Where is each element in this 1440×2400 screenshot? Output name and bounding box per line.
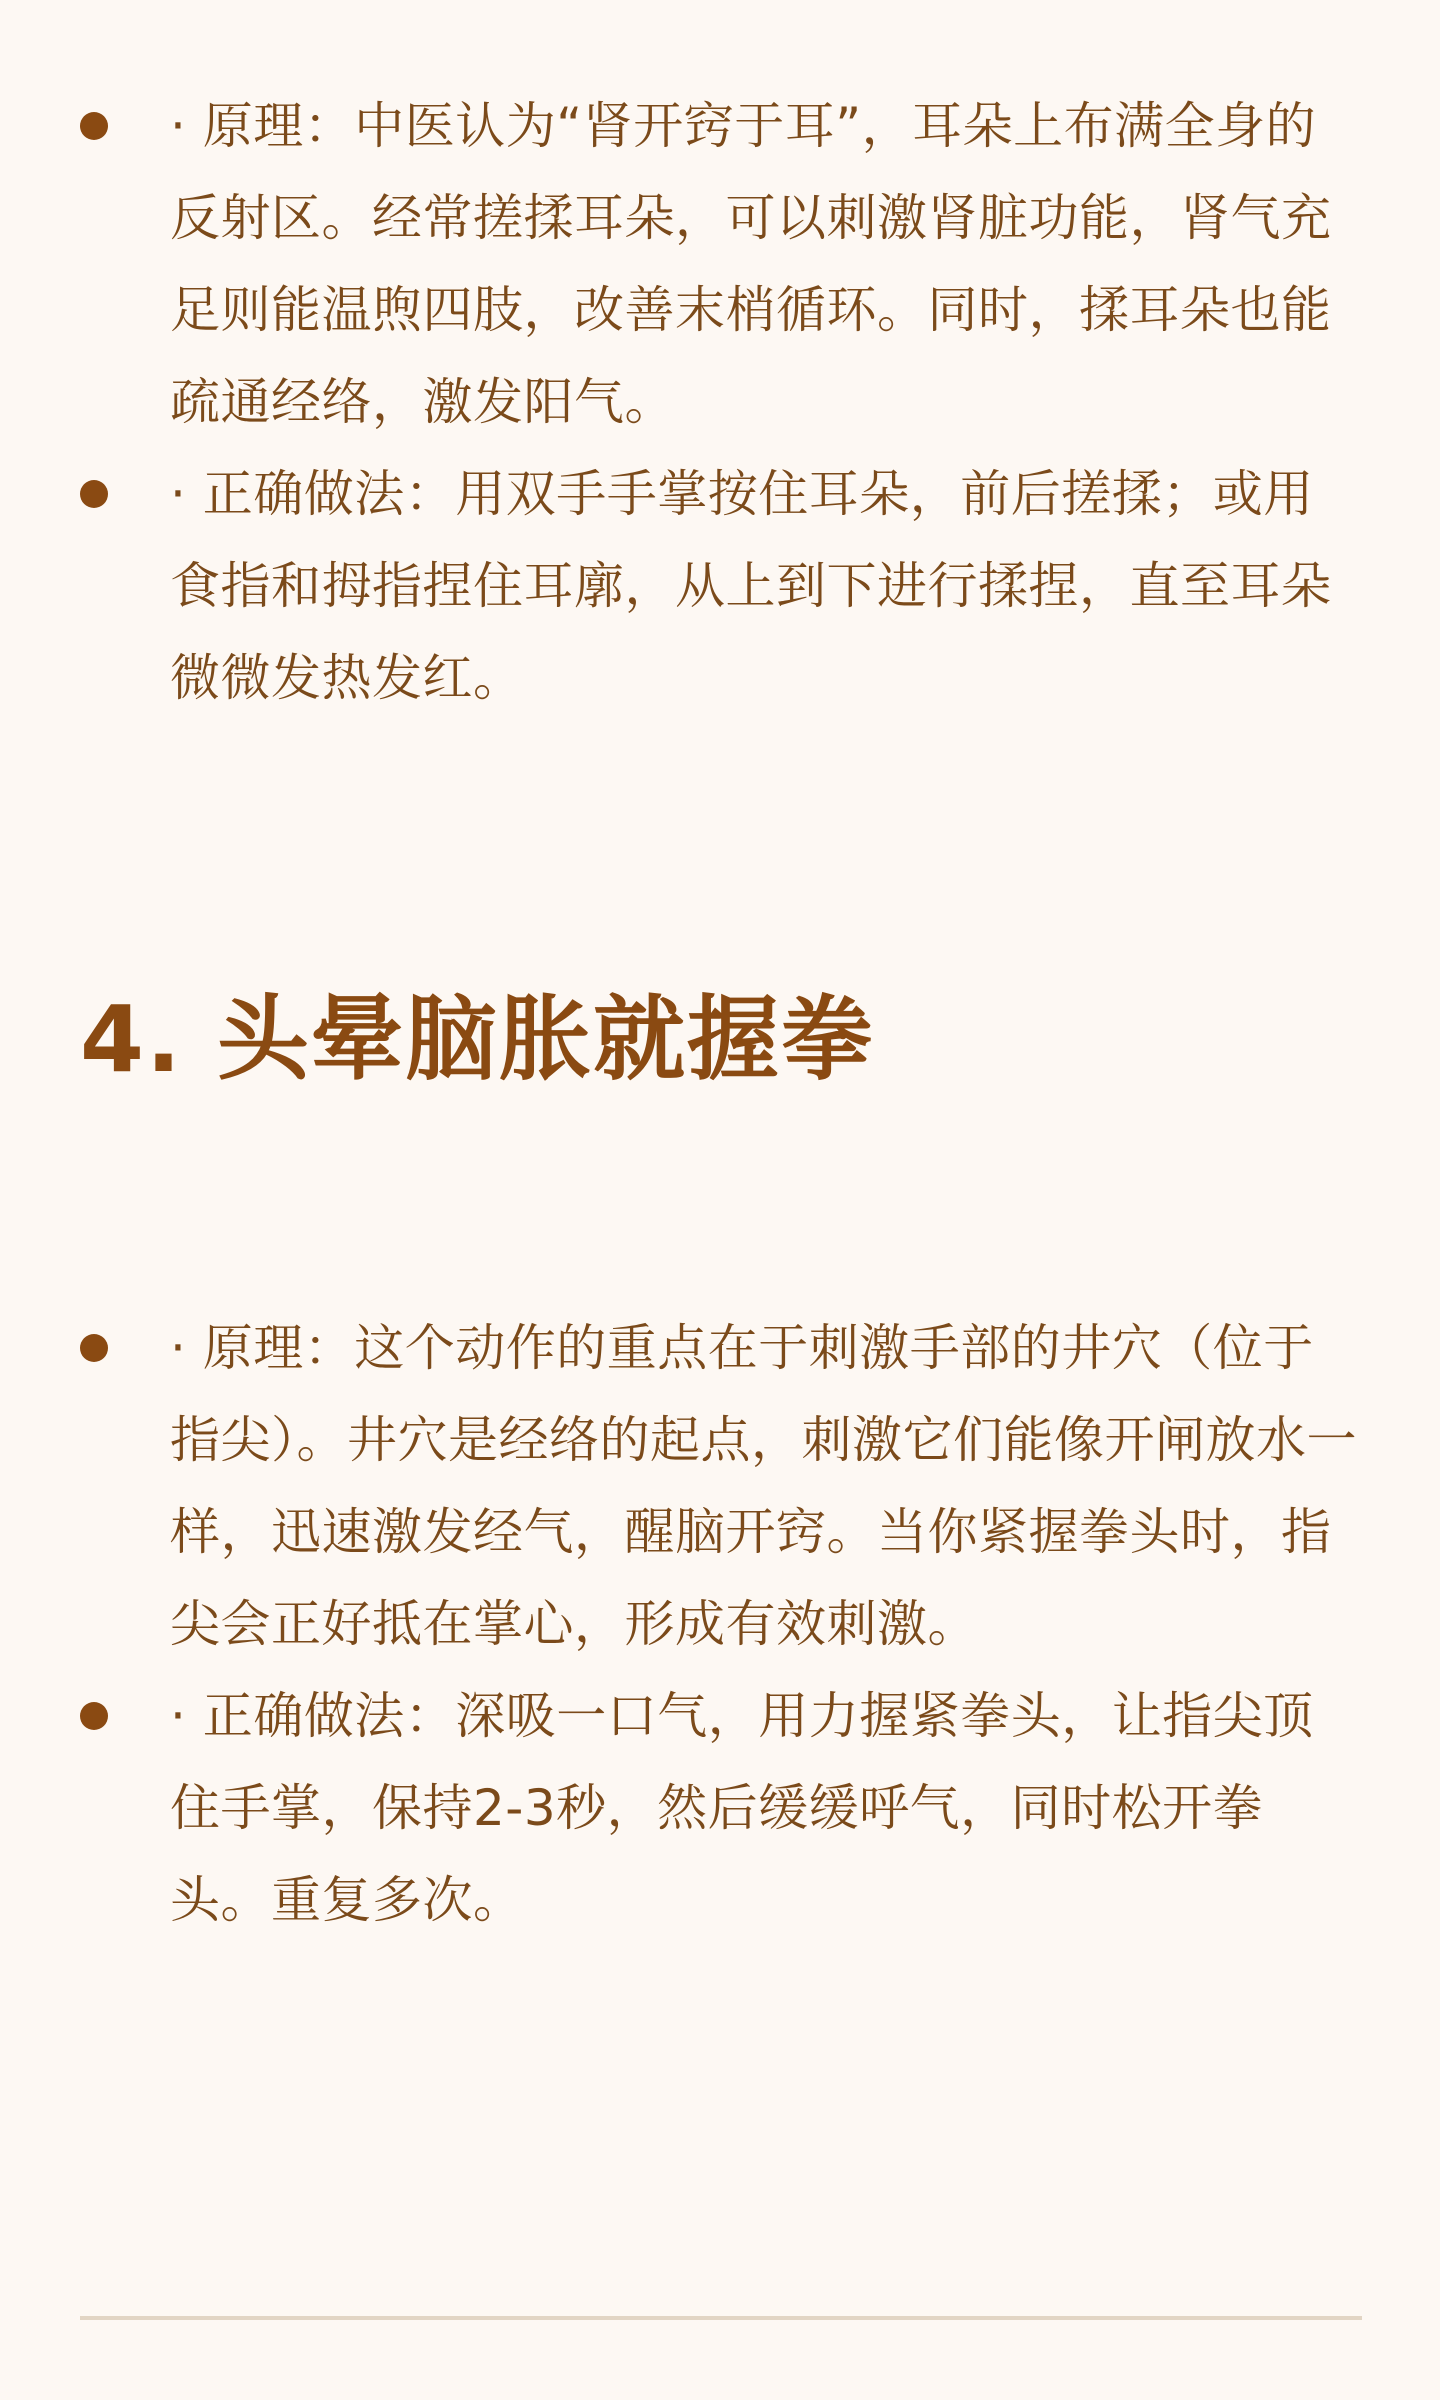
section-4-bullet-list bbox=[80, 1302, 1360, 1946]
bullet-icon bbox=[80, 112, 108, 140]
list-item-principle bbox=[80, 80, 1360, 448]
list-item-text: · 正确做法：深吸一口气，用力握紧拳头，让指尖顶住手掌，保持2-3秒，然后缓缓呼气，同时松开拳头。重复多次。 bbox=[170, 1687, 1314, 1929]
list-item-text: · 正确做法：用双手手掌按住耳朵，前后搓揉；或用食指和拇指捏住耳廓，从上到下进行揉捏，直至耳朵微微发热发红。 bbox=[170, 465, 1332, 707]
bullet-icon bbox=[80, 480, 108, 508]
list-item-text: · 原理：这个动作的重点在于刺激手部的井穴（位于指尖）。井穴是经络的起点，刺激它们能像开闸放水一样，迅速激发经气，醒脑开窍。当你紧握拳头时，指尖会正好抵在掌心，形成有效刺激。 bbox=[170, 1319, 1357, 1653]
footer-divider bbox=[80, 2316, 1362, 2320]
list-item-method bbox=[80, 1670, 1360, 1946]
section-4-heading: 4. 头晕脑胀就握拳 bbox=[80, 986, 875, 1093]
section-3-bullet-list bbox=[80, 80, 1360, 724]
list-item-text: · 原理：中医认为“肾开窍于耳”，耳朵上布满全身的反射区。经常搓揉耳朵，可以刺激肾脏功能，肾气充足则能温煦四肢，改善末梢循环。同时，揉耳朵也能疏通经络，激发阳气。 bbox=[170, 97, 1332, 431]
bullet-icon bbox=[80, 1702, 108, 1730]
list-item-method bbox=[80, 448, 1360, 724]
bullet-icon bbox=[80, 1334, 108, 1362]
list-item-principle bbox=[80, 1302, 1360, 1670]
